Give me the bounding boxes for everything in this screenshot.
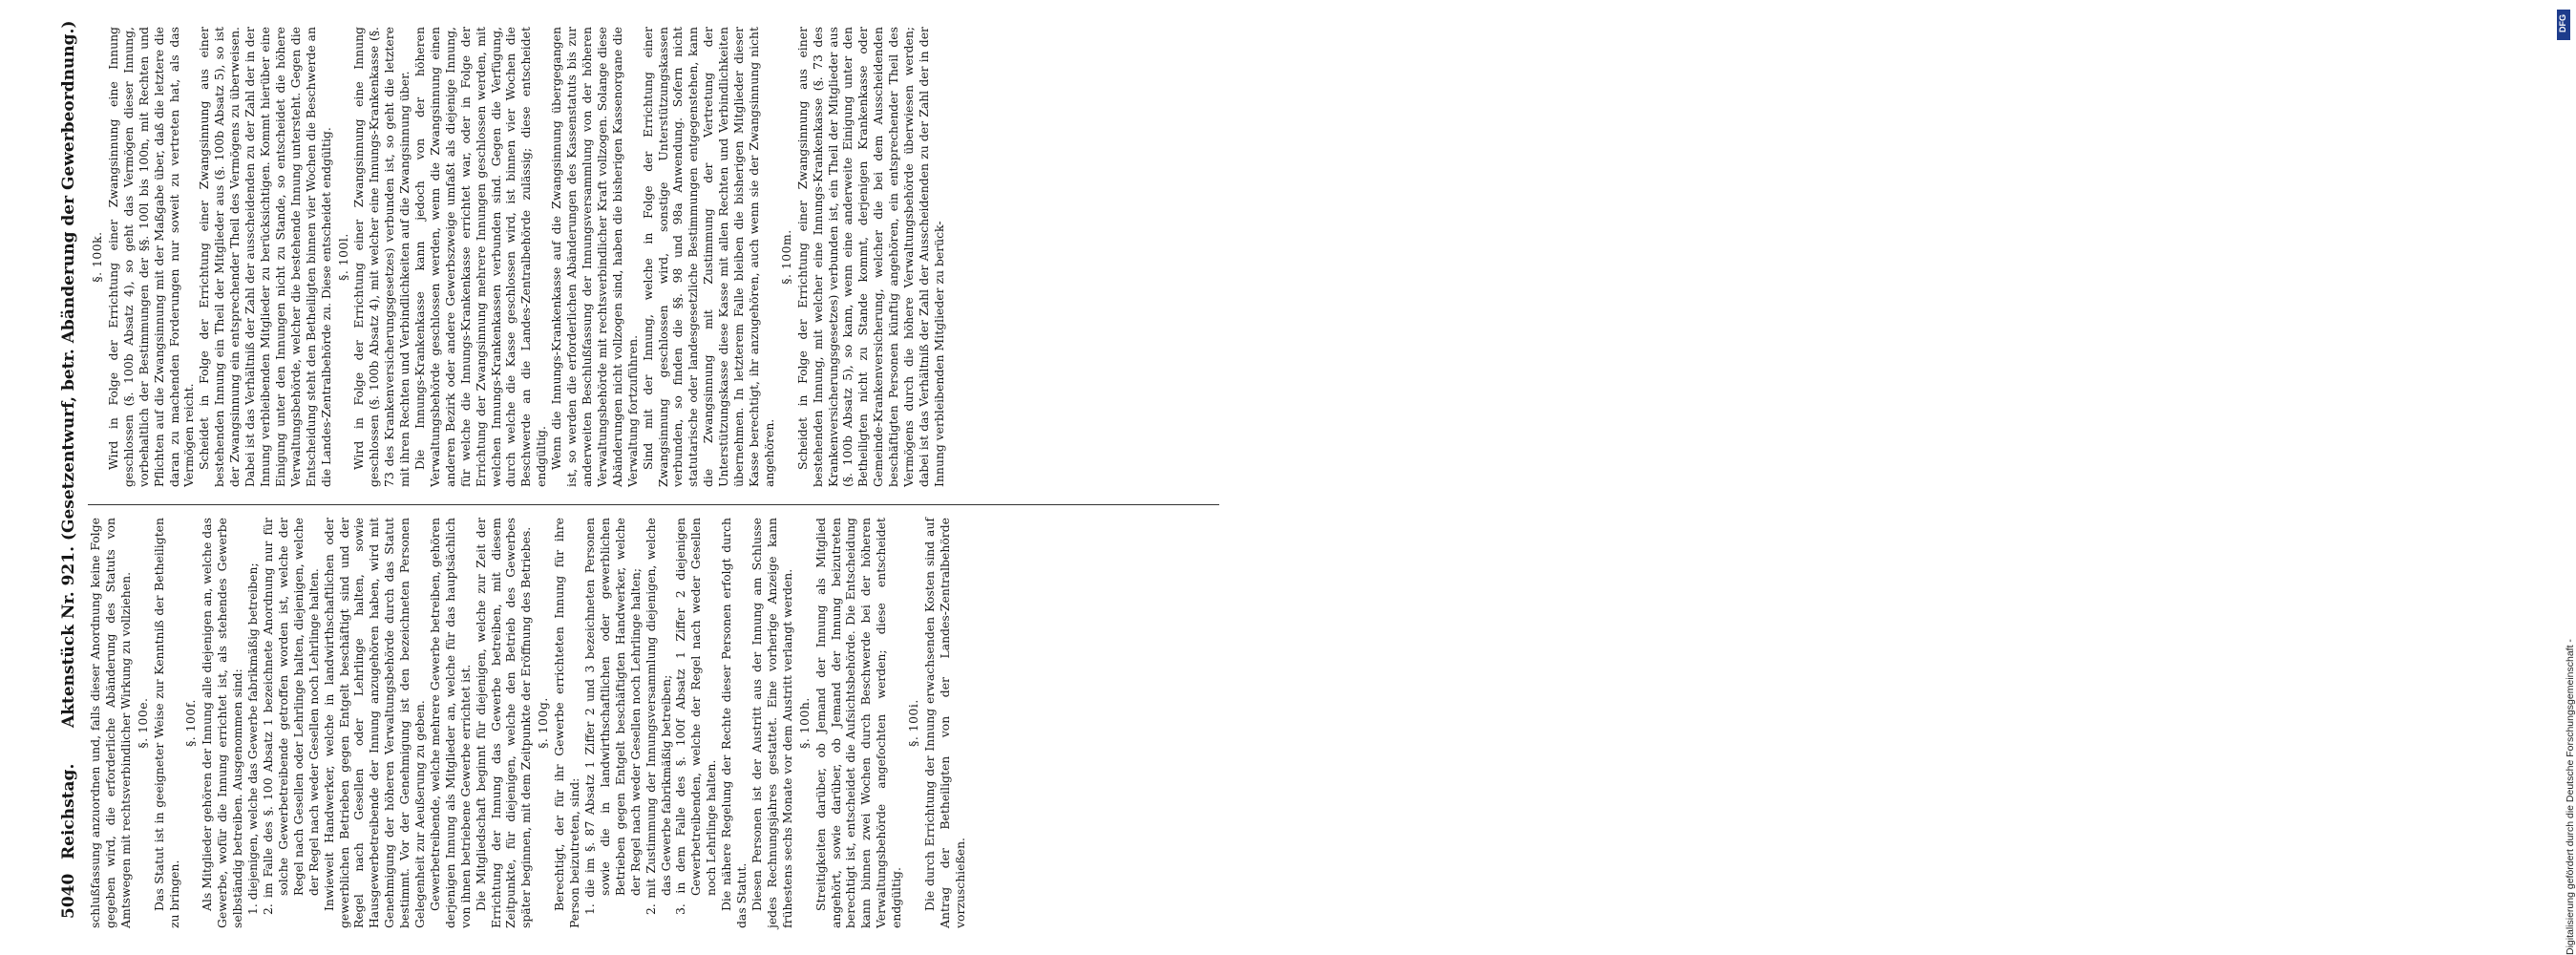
list-item: 2. mit Zustimmung der Innungsversammlung diejenigen, welche das Gewerbe fabrikmäßig betreiben; [643, 518, 673, 915]
section-heading: §. 100f. [183, 699, 199, 747]
paragraph: Scheidet in Folge der Errichtung einer Zwangsinnung aus einer bestehenden Innung ein Theil der Mitglieder aus (§. 100b Absatz 5), so ist der Zwangsinnung ein entsprechender Theil des Vermögens zu überweisen. Dabei ist das Verhältniß der Zahl der ausscheidenden zu der Zahl der in der Innung verbleibenden Mitglieder zu berücksichtigen. Kommt hierüber eine Einigung unter den Innungen nicht zu Stande, so entscheidet die höhere Verwaltungsbehörde, welcher die bestehende Innung untersteht. Gegen die Entscheidung steht den Betheiligten binnen vier Wochen die Beschwerde an die Landes-Zentralbehörde zu. Diese entscheidet endgültig. [197, 27, 333, 487]
page-header [59, 20, 84, 919]
paragraph: Die Innungs-Krankenkasse kann jedoch von der höheren Verwaltungsbehörde geschlossen werden, wenn die Zwangsinnung einen anderen Bezirk oder andere Gewerbszweige umfaßt als diejenige Innung, für welche die Innungs-Krankenkasse errichtet war, oder in Folge der Errichtung der Zwangsinnung mehrere Innungen geschlossen werden, mit welchen Innungs-Krankenkassen verbunden sind. Gegen die Verfügung, durch welche die Kasse geschlossen wird, ist binnen vier Wochen die Beschwerde an die Landes-Zentralbehörde zulässig; diese entscheidet endgültig. [412, 27, 549, 487]
paragraph: Die nähere Regelung der Rechte dieser Personen erfolgt durch das Statut. [719, 518, 750, 928]
section-heading: §. 100g. [536, 697, 551, 749]
paragraph: Wenn die Innungs-Krankenkasse auf die Zwangsinnung übergegangen ist, so werden die erforderlichen Abänderungen des Kassenstatuts bis zur anderweiten Beschlußfassung der Innungsversammlung von der höheren Verwaltungsbehörde mit rechtsverbindlicher Kraft vollzogen. Solange diese Abänderungen nicht vollzogen sind, haben die bisherigen Kassenorgane die Verwaltung fortzuführen. [549, 27, 640, 487]
paragraph: Das Statut ist in geeigneter Weise zur Kenntniß der Betheiligten zu bringen. [151, 518, 181, 928]
publication-title: Reichstag. [59, 763, 78, 860]
section-heading: §. 100i. [906, 699, 921, 747]
paragraph: Scheidet in Folge der Errichtung einer Zwangsinnung aus einer bestehenden Innung, mit welcher eine Innungs-Krankenkasse (§. 73 des Krankenversicherungsgesetzes) verbunden ist, ein Theil der Mitglieder aus (§. 100b Absatz 5), so kann, wenn eine anderweite Einigung unter den Betheiligten nicht zu Stande kommt, derjenigen Krankenkasse oder Gemeinde-Krankenversicherung, welcher die bei dem Ausscheidenden beschäftigten Personen künftig angehören, ein entsprechender Theil des Vermögens durch die höhere Verwaltungsbehörde überwiesen werden; dabei ist das Verhältniß der Zahl der Ausscheidenden zu der Zahl der in der Innung verbleibenden Mitglieder zu berück- [794, 27, 946, 487]
section-heading: §. 100m. [778, 229, 793, 285]
paragraph: Als Mitglieder gehören der Innung alle diejenigen an, welche das Gewerbe, wofür die Innung errichtet ist, als stehendes Gewerbe selbständig betreiben. Ausgenommen sind: [200, 518, 245, 928]
paragraph: Gewerbetreibende, welche mehrere Gewerbe betreiben, gehören derjenigen Innung als Mitglieder an, welche für das hauptsächlich von ihnen betriebene Gewerbe errichtet ist. [427, 518, 473, 928]
list-item: 1. die im §. 87 Absatz 1 Ziffer 2 und 3 bezeichneten Personen sowie die in landwirthschaftlichen oder gewerblichen Betrieben gegen Entgelt beschäftigten Handwerker, welche der Regel nach weder Gesellen noch Lehrlinge halten; [582, 518, 643, 915]
document-reference: Aktenstück Nr. 921. (Gesetzentwurf, betr. Abänderung der Gewerbeordnung.) [59, 20, 78, 728]
paragraph: Inwieweit Handwerker, welche in landwirthschaftlichen oder gewerblichen Betrieben gegen Entgelt beschäftigt sind und der Regel nach Gesellen oder Lehrlinge halten, sowie Hausgewerbetreibende der Innung anzugehören haben, wird mit Genehmigung der höheren Verwaltungsbehörde durch das Statut bestimmt. Vor der Genehmigung ist den bezeichneten Personen Gelegenheit zur Aeußerung zu geben. [321, 518, 428, 928]
list-item: 2. im Falle des §. 100 Absatz 1 bezeichnete Anordnung nur für solche Gewerbetreibende getroffen worden ist, welche der Regel nach Gesellen oder Lehrlinge halten, diejenigen, welche der Regel nach weder Gesellen noch Lehrlinge halten. [260, 518, 321, 915]
section-heading: §. 100h. [796, 697, 812, 749]
paragraph: Die durch Errichtung der Innung erwachsenden Kosten sind auf Antrag der Betheiligten von der Landes-Zentralbehörde vorzuschießen. [921, 518, 967, 928]
right-column [88, 27, 1219, 487]
paragraph: Sind mit der Innung, welche in Folge der Errichtung einer Zwangsinnung geschlossen wird, sonstige Unterstützungskassen verbunden, so finden die §§. 98 und 98a Anwendung. Sofern nicht statutarische oder landesgesetzliche Bestimmungen entgegenstehen, kann die Zwangsinnung mit Zustimmung der Vertretung der Unterstützungskasse diese Kasse mit allen Rechten und Verbindlichkeiten übernehmen. In letzterem Falle bleiben die bisherigen Mitglieder dieser Kasse berechtigt, ihr anzugehören, auch wenn sie der Zwangsinnung nicht angehören. [640, 27, 776, 487]
section-heading: §. 100l. [335, 233, 350, 281]
paragraph: Diesen Personen ist der Austritt aus der Innung am Schlusse jedes Rechnungsjahres gestattet. Eine vorherige Anzeige kann frühestens sechs Monate vor dem Austritt verlangt werden. [749, 518, 794, 928]
paragraph: Streitigkeiten darüber, ob Jemand der Innung als Mitglied angehört, sowie darüber, ob Jemand der Innung beizutreten berechtigt ist, entscheidet die Aufsichtsbehörde. Die Entscheidung kann binnen zwei Wochen durch Beschwerde bei der höheren Verwaltungsbehörde angefochten werden; diese entscheidet endgültig. [813, 518, 904, 928]
digitization-note: Digitalisierung gefördert durch die Deutsche Forschungsgemeinschaft - [2565, 639, 2576, 955]
dfg-logo [2557, 10, 2570, 40]
list-item: 1. diejenigen, welche das Gewerbe fabrikmäßig betreiben; [245, 562, 261, 915]
paragraph: schlußfassung anzuordnen und, falls dieser Anordnung keine Folge gegeben wird, die erforderliche Abänderung des Statuts von Amtswegen mit rechtsverbindlicher Wirkung zu vollziehen. [88, 518, 133, 928]
paragraph: Wird in Folge der Errichtung einer Zwangsinnung eine Innung geschlossen (§. 100b Absatz 4), mit welcher eine Innungs-Krankenkasse (§. 73 des Krankenversicherungsgesetzes) verbunden ist, so geht die letztere mit ihren Rechten und Verbindlichkeiten auf die Zwangsinnung über. [351, 27, 412, 487]
column-divider [88, 504, 1219, 505]
section-heading: §. 100e. [135, 697, 150, 749]
dfg-logo-text: DFG [2558, 14, 2567, 32]
paragraph: Die Mitgliedschaft beginnt für diejenigen, welche zur Zeit der Errichtung der Innung das Gewerbe betreiben, mit diesem Zeitpunkte, für diejenigen, welche den Betrieb des Gewerbes später beginnen, mit dem Zeitpunkte der Eröffnung des Betriebes. [473, 518, 534, 928]
paragraph: Berechtigt, der für ihr Gewerbe errichteten Innung für ihre Person beizutreten, sind: [552, 518, 582, 928]
digitization-sidebar [1277, 0, 2576, 955]
left-column [88, 518, 1214, 928]
section-heading: §. 100k. [90, 231, 104, 283]
list-item: 3. in dem Falle des §. 100f Absatz 1 Ziffer 2 diejenigen Gewerbetreibenden, welche der Regel nach weder Gesellen noch Lehrlinge halten. [673, 518, 719, 915]
page-number: 5040 [59, 873, 78, 919]
paragraph: Wird in Folge der Errichtung einer Zwangsinnung eine Innung geschlossen (§. 100b Absatz 4), so geht das Vermögen dieser Innung, vorbehaltlich der Bestimmungen der §§. 100l bis 100n, mit Rechten und Pflichten auf die Zwangsinnung mit der Maßgabe über, daß die letztere die daran zu machenden Forderungen nur soweit zu vertreten hat, als das Vermögen reicht. [105, 27, 197, 487]
